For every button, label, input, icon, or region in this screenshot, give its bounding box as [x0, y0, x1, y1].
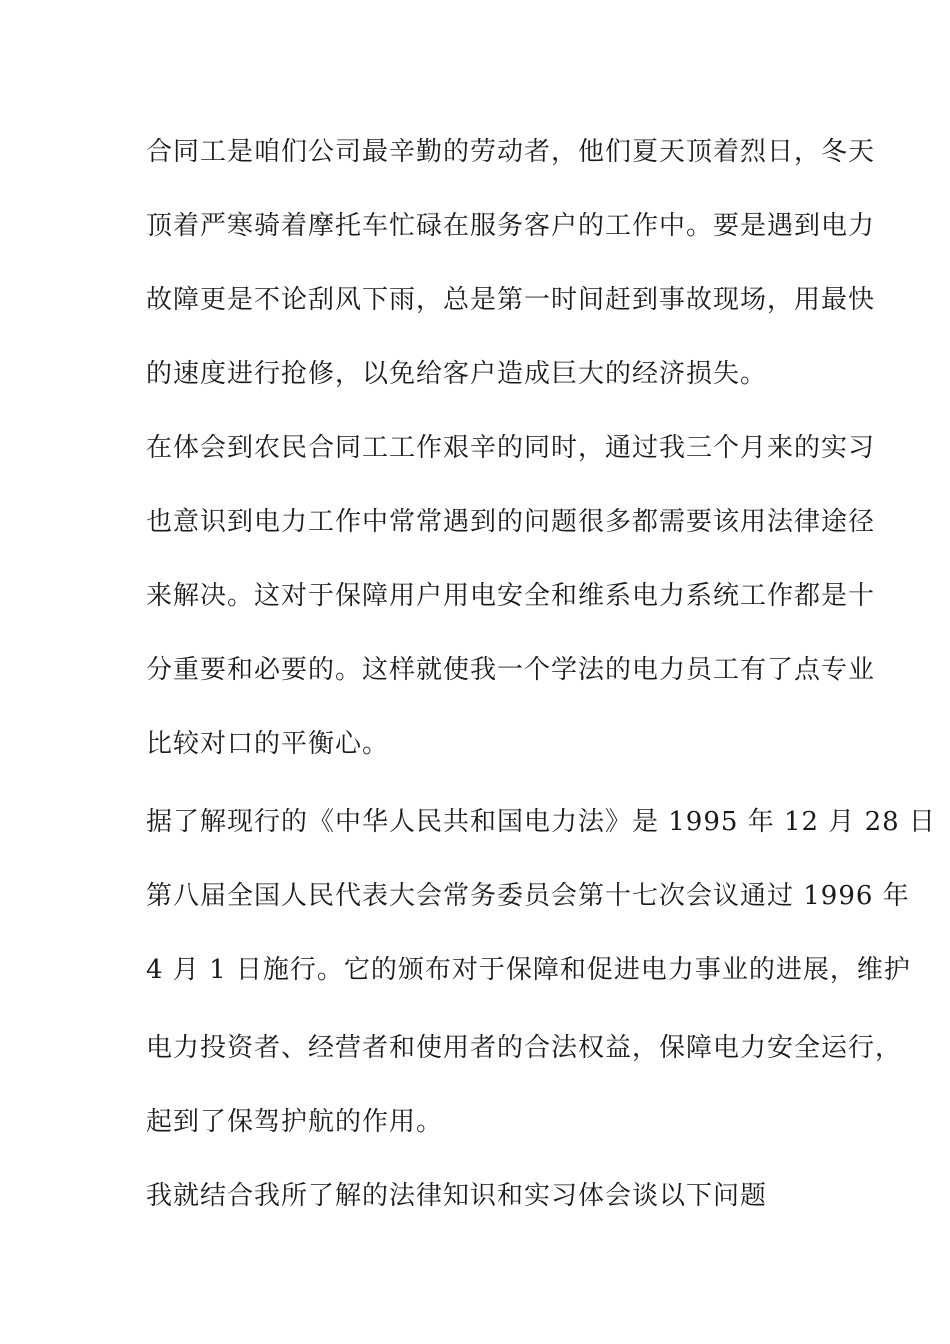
text-line: 分重要和必要的。这样就使我一个学法的电力员工有了点专业 — [146, 655, 876, 685]
text-line: 顶着严寒骑着摩托车忙碌在服务客户的工作中。要是遇到电力 — [146, 211, 876, 241]
text-line: 在体会到农民合同工工作艰辛的同时，通过我三个月来的实习 — [146, 433, 876, 463]
text-line: 故障更是不论刮风下雨，总是第一时间赶到事故现场，用最快 — [146, 285, 876, 315]
text-line: 4 月 1 日施行。它的颁布对于保障和促进电力事业的进展，维护 — [146, 955, 911, 985]
text-line: 起到了保驾护航的作用。 — [146, 1107, 444, 1137]
text-line: 合同工是咱们公司最辛勤的劳动者，他们夏天顶着烈日，冬天 — [146, 137, 876, 167]
text-line: 来解决。这对于保障用户用电安全和维系电力系统工作都是十 — [146, 581, 876, 611]
text-line: 电力投资者、经营者和使用者的合法权益，保障电力安全运行， — [146, 1033, 903, 1063]
text-line: 的速度进行抢修，以免给客户造成巨大的经济损失。 — [146, 359, 768, 389]
text-line: 我就结合我所了解的法律知识和实习体会谈以下问题 — [146, 1181, 768, 1211]
text-line: 第八届全国人民代表大会常务委员会第十七次会议通过 1996 年 — [146, 881, 910, 911]
text-line: 比较对口的平衡心。 — [146, 729, 390, 759]
text-line: 据了解现行的《中华人民共和国电力法》是 1995 年 12 月 28 日 — [146, 807, 936, 837]
text-line: 也意识到电力工作中常常遇到的问题很多都需要该用法律途径 — [146, 507, 876, 537]
